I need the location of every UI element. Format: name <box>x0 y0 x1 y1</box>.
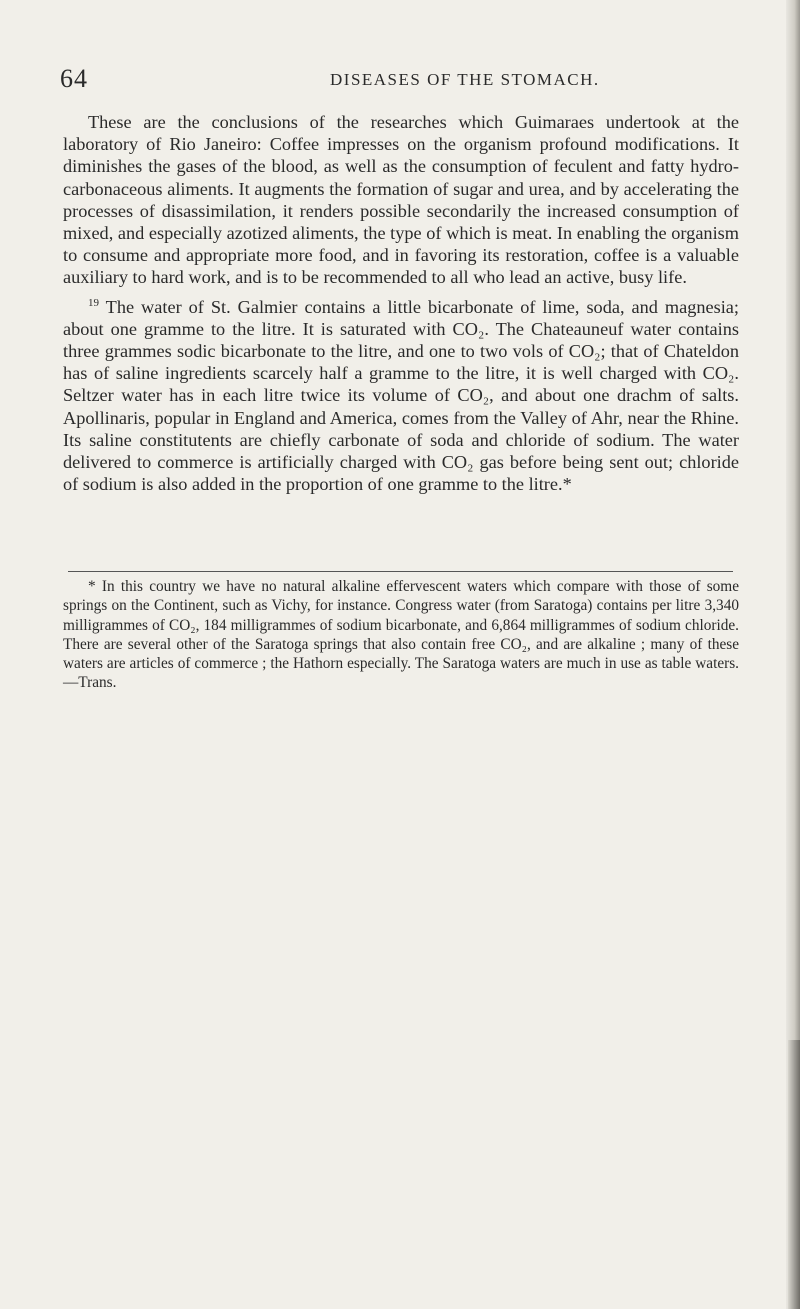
note-marker: 19 <box>88 296 99 309</box>
main-text <box>63 111 739 495</box>
footnote <box>63 577 739 693</box>
footnote-divider <box>68 571 733 572</box>
footnote-text: * In this country we have no natural alkaline effervescent waters which compare with those of some springs on the Continent, such as Vichy, for instance. Congress water (from Saratoga) contains per litre 3,340 milligrammes of CO₂, 184 milligrammes of sodium bicarbonate, and 6,864 milligrammes of sodium chloride. There are several other of the Saratoga springs that also contain free CO₂, and are alkaline ; many of these waters are articles of commerce ; the Hathorn especially. The Saratoga waters are much in use as table waters.—Trans. <box>63 578 739 692</box>
running-title: DISEASES OF THE STOMACH. <box>330 70 600 89</box>
paragraph: These are the conclusions of the researches which Guimaraes undertook at the laboratory of Rio Janeiro: Coffee impresses on the organism profound modifications. It diminishes the gases of the blood, as well as the consumption of feculent and fatty hydro-carbonaceous aliments. It augments the formation of sugar and urea, and by accelerating the processes of disassimilation, it renders possible secondarily the increased consumption of mixed, and especially azotized aliments, the type of which is meat. In enabling the organism to consume and appropriate more food, and in favoring its restoration, coffee is a valuable auxiliary to hard work, and is to be recommended to all who lead an active, busy life. <box>63 112 739 288</box>
page-number: 64 <box>60 64 88 93</box>
page-header <box>60 64 740 94</box>
paragraph <box>63 296 739 496</box>
page-edge-dark <box>788 1040 800 1309</box>
paragraph-text: The water of St. Galmier contains a little bicarbonate of lime, soda, and magnesia; about one gramme to the litre. It is saturated with CO₂. The Chateauneuf water contains three grammes sodic bicarbonate to the litre, and one to two vols of CO₂; that of Chateldon has of saline ingredients scarcely half a gramme to the litre, it is well charged with CO₂. Seltzer water has in each litre twice its volume of CO₂, and about one drachm of salts. Apollinaris, popular in England and America, comes from the Valley of Ahr, near the Rhine. Its saline constitutents are chiefly carbonate of soda and chloride of sodium. The water delivered to commerce is artificially charged with CO₂ gas before being sent out; chloride of sodium is also added in the proportion of one gramme to the litre.* <box>63 296 739 495</box>
